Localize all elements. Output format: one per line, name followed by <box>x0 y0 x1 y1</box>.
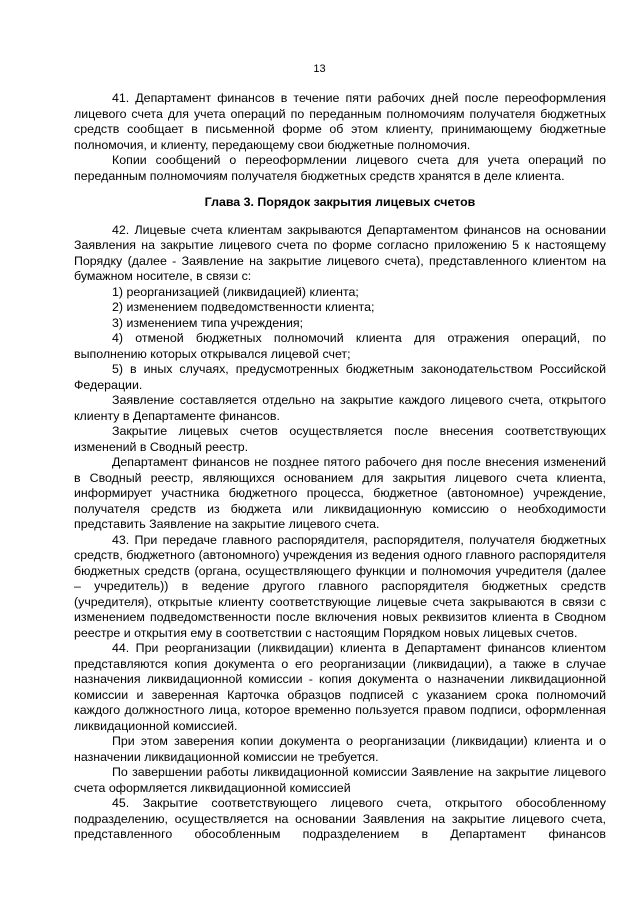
chapter-heading: Глава 3. Порядок закрытия лицевых счетов <box>204 195 476 209</box>
paragraph: Департамент финансов не позднее пятого рабочего дня после внесения изменений в Сводный реестр, являющихся основанием для закрытия лицевого счета клиента, информирует участника бюджетного процесса, бюджетное (автономное) учреждение, получателя средств из бюджета или ликвидационную комиссию о необходимости представить Заявление на закрытие лицевого счета. <box>74 455 606 531</box>
list-item: 1) реорганизацией (ликвидацией) клиента; <box>112 284 359 299</box>
paragraph-43: 43. При передаче главного распорядителя, распорядителя, получателя бюджетных средств, бюджетного (автономного) учреждения из ведения одного главного распорядителя бюджетных средств (органа, осуществляющего функции и полномочия учредителя (далее – учредитель)) в ведение другого главного распорядителя бюджетных средств (учредителя), открытые клиенту соответствующие лицевые счета закрываются в связи с изменением подведомственности после включения новых реквизитов клиента в Сводном реестре и открытия ему в соответствии с настоящим Порядком новых лицевых счетов. <box>74 532 606 640</box>
paragraph: Закрытие лицевых счетов осуществляется после внесения соответствующих изменений в Сводный реестр. <box>74 424 606 454</box>
document-body <box>74 91 606 843</box>
paragraph-44: 44. При реорганизации (ликвидации) клиента в Департамент финансов клиентом представляются копия документа о его реорганизации (ликвидации), а также в случае назначения ликвидационной комиссии - копия документа о назначении ликвидационной комиссии и заверенная Карточка образцов подписей с указанием срока полномочий каждого должностного лица, которое временно пользуется правом подписи, оформленная ликвидационной комиссией. <box>74 641 606 733</box>
paragraph-42: 42. Лицевые счета клиентам закрываются Департаментом финансов на основании Заявления на закрытие лицевого счета по форме согласно приложению 5 к настоящему Порядку (далее - Заявление на закрытие лицевого счета), представленного клиентом на бумажном носителе, в связи с: <box>74 222 606 283</box>
paragraph: При этом заверения копии документа о реорганизации (ликвидации) клиента и о назначении ликвидационной комиссии не требуется. <box>74 734 606 764</box>
paragraph-41: 41. Департамент финансов в течение пяти рабочих дней после переоформления лицевого счета для учета операций по переданным полномочиям получателя бюджетных средств сообщает в письменной форме об этом клиенту, принимающему бюджетные полномочия, и клиенту, передающему свои бюджетные полномочия. <box>74 91 606 152</box>
list-item: 4) отменой бюджетных полномочий клиента для отражения операций, по выполнению которых открывался лицевой счет; <box>74 331 606 361</box>
paragraph: Копии сообщений о переоформлении лицевого счета для учета операций по переданным полномочиям получателя бюджетных средств хранятся в деле клиента. <box>74 153 606 183</box>
paragraph: Заявление составляется отдельно на закрытие каждого лицевого счета, открытого клиенту в Департаменте финансов. <box>74 393 606 423</box>
list-item: 3) изменением типа учреждения; <box>112 315 304 330</box>
list-item: 2) изменением подведомственности клиента; <box>112 300 375 314</box>
list-item: 5) в иных случаях, предусмотренных бюджетным законодательством Российской Федерации. <box>74 362 606 392</box>
page-number: 13 <box>313 63 326 75</box>
paragraph: По завершении работы ликвидационной комиссии Заявление на закрытие лицевого счета оформляется ликвидационной комиссией <box>74 765 606 795</box>
paragraph-45: 45. Закрытие соответствующего лицевого счета, открытого обособленному подразделению, осуществляется на основании Заявления на закрытие лицевого счета, представленного обособленным подразделением в Департамент финансов <box>74 796 606 841</box>
